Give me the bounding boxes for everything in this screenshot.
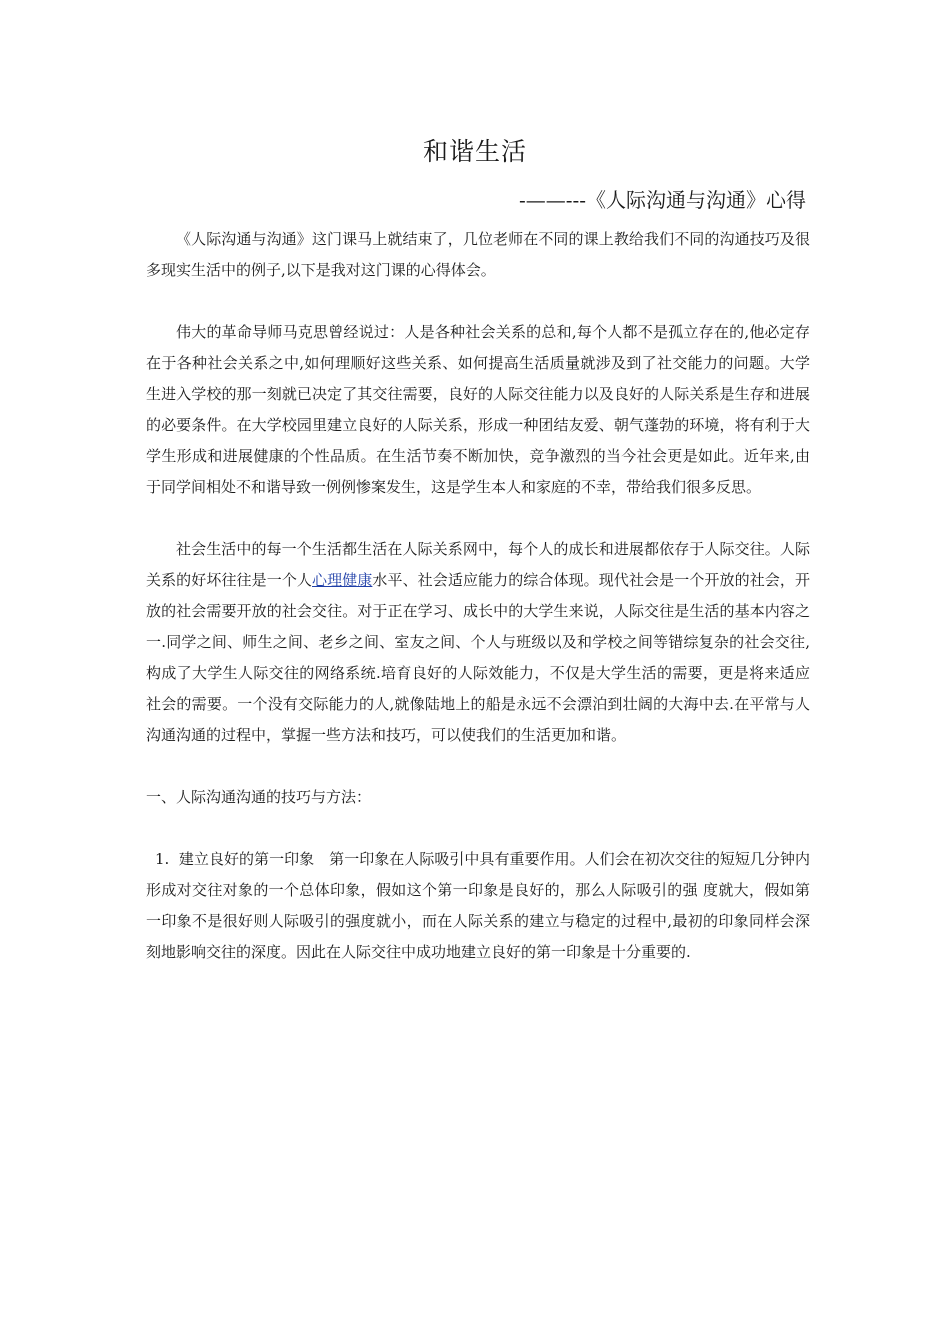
paragraph-social-life-text-a: 社会生活中的每一个生活都生活在人际关系网中，每个人的成长和进展都依存于人际交往。人际关系的好坏往往是一个人	[146, 540, 810, 589]
paragraph-social-life-text-b: 水平、社会适应能力的综合体现。现代社会是一个开放的社会，开放的社会需要开放的社会交往。对于正在学习、成长中的大学生来说，人际交往是生活的基本内容之一.同学之间、师生之间、老乡之间、室友之间、个人与班级以及和学校之间等错综复杂的社会交往,构成了大学生人际交往的网络系统.培育良好的人际效能力，不仅是大学生活的需要，更是将来适应社会的需要。一个没有交际能力的人,就像陆地上的船是永远不会漂泊到壮阔的大海中去.在平常与人沟通沟通的过程中，掌握一些方法和技巧，可以使我们的生活更加和谐。	[146, 571, 810, 744]
list-item-first-impression	[146, 844, 810, 968]
document-subtitle: -——---《人际沟通与沟通》心得	[518, 188, 806, 212]
paragraph-marx: 伟大的革命导师马克思曾经说过：人是各种社会关系的总和,每个人都不是孤立存在的,他必定存在于各种社会关系之中,如何理顺好这些关系、如何提高生活质量就涉及到了社交能力的问题。大学生进入学校的那一刻就已决定了其交往需要，良好的人际交往能力以及良好的人际关系是生存和进展的必要条件。在大学校园里建立良好的人际关系，形成一种团结友爱、朝气蓬勃的环境，将有利于大学生形成和进展健康的个性品质。在生活节奏不断加快，竞争激烈的当今社会更是如此。近年来,由于同学间相处不和谐导致一例例惨案发生，这是学生本人和家庭的不幸，带给我们很多反思。	[146, 323, 810, 496]
document-title: 和谐生活	[422, 137, 527, 166]
section-heading: 一、人际沟通沟通的技巧与方法：	[146, 788, 372, 806]
paragraph-intro: 《人际沟通与沟通》这门课马上就结束了，几位老师在不同的课上教给我们不同的沟通技巧及很多现实生活中的例子,以下是我对这门课的心得体会。	[146, 230, 810, 279]
list-item-text: 建立良好的第一印象 第一印象在人际吸引中具有重要作用。人们会在初次交往的短短几分钟内形成对交往对象的一个总体印象，假如这个第一印象是良好的，那么人际吸引的强 度就大，假如第一印象不是很好则人际吸引的强度就小，而在人际关系的建立与稳定的过程中,最初的印象同样会深刻地影响交往的深度。因此在人际交往中成功地建立良好的第一印象是十分重要的.	[146, 850, 810, 961]
paragraph-social-life	[146, 534, 810, 751]
list-item-number: 1.	[155, 850, 170, 868]
mental-health-link[interactable]: 心理健康	[312, 571, 373, 589]
document-body	[146, 224, 810, 968]
